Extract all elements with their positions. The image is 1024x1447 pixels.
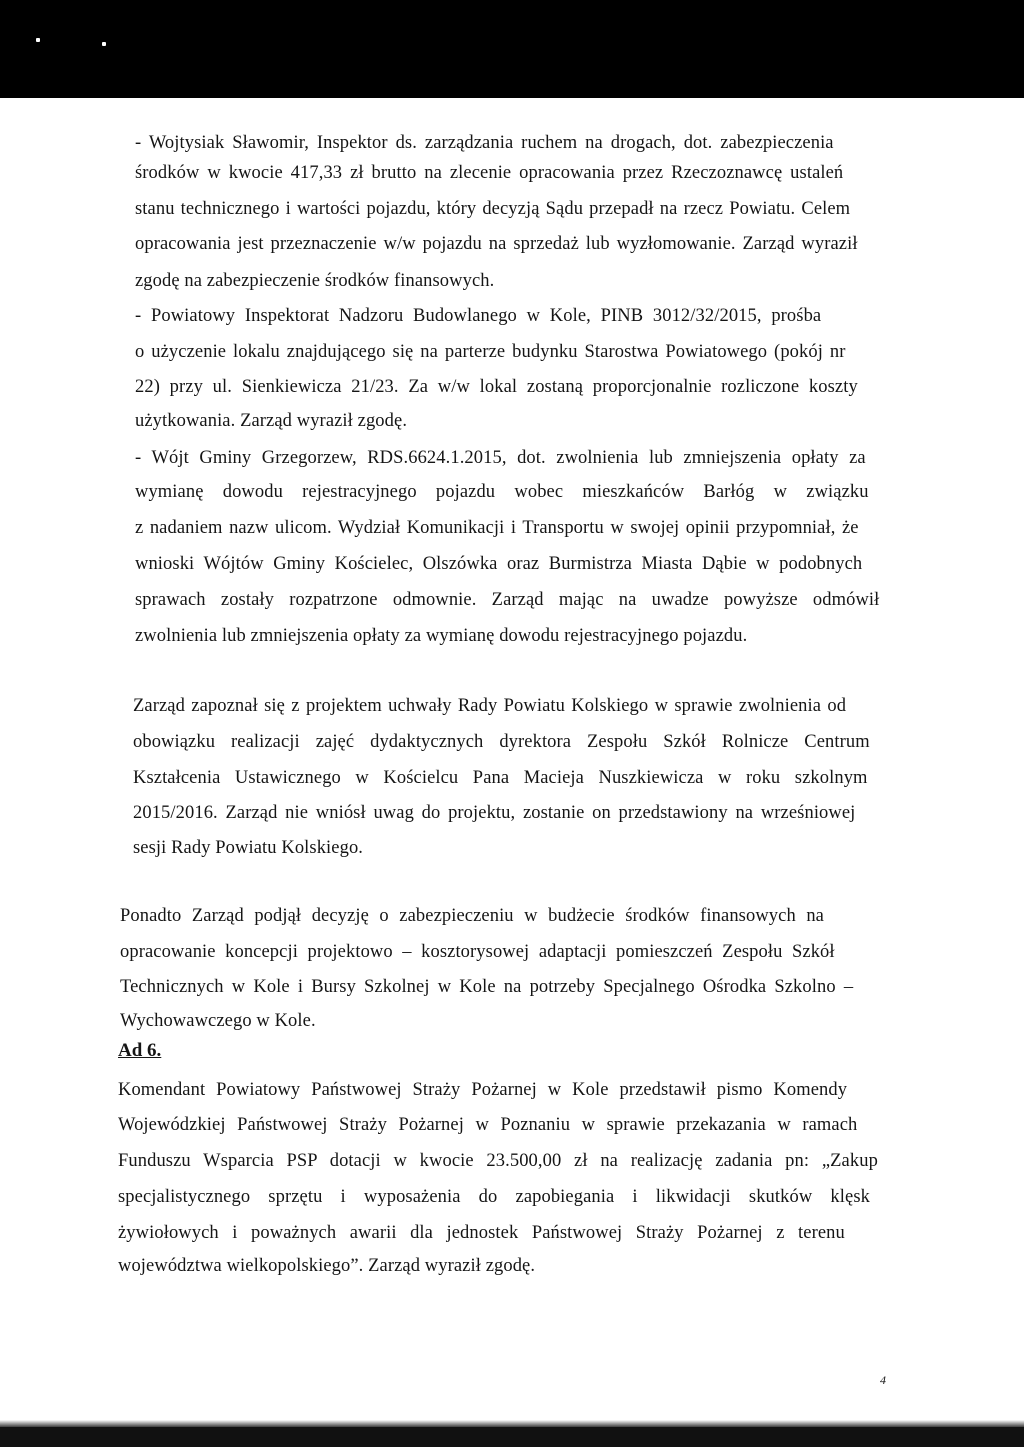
- page-number: 4: [880, 1373, 886, 1387]
- text-line: wymianę dowodu rejestracyjnego pojazdu wobec mieszkańców Barłóg w związku: [135, 482, 869, 502]
- text-line: wnioski Wójtów Gminy Kościelec, Olszówka oraz Burmistrza Miasta Dąbie w podobnych: [135, 554, 863, 574]
- text-line: Zarząd zapoznał się z projektem uchwały Rady Powiatu Kolskiego w sprawie zwolnienia od: [133, 696, 847, 716]
- text-line: zwolnienia lub zmniejszenia opłaty za wymianę dowodu rejestracyjnego pojazdu.: [135, 626, 748, 646]
- text-line: Technicznych w Kole i Bursy Szkolnej w Kole na potrzeby Specjalnego Ośrodka Szkolno –: [120, 977, 854, 997]
- scan-artifact-dot: [102, 42, 106, 46]
- text-line: Funduszu Wsparcia PSP dotacji w kwocie 23.500,00 zł na realizację zadania pn: „Zakup: [118, 1151, 878, 1171]
- text-line: użytkowania. Zarząd wyraził zgodę.: [135, 411, 408, 431]
- text-line: sprawach zostały rozpatrzone odmownie. Zarząd mając na uwadze powyższe odmówił: [135, 590, 880, 610]
- text-line: o użyczenie lokalu znajdującego się na parterze budynku Starostwa Powiatowego (pokój nr: [135, 342, 846, 362]
- section-heading-ad6: Ad 6.: [118, 1040, 162, 1061]
- text-line: obowiązku realizacji zajęć dydaktycznych dyrektora Zespołu Szkół Rolnicze Centrum: [133, 732, 870, 752]
- text-line: 2015/2016. Zarząd nie wniósł uwag do projektu, zostanie on przedstawiony na wrześniowej: [133, 803, 856, 823]
- text-line: - Powiatowy Inspektorat Nadzoru Budowlanego w Kole, PINB 3012/32/2015, prośba: [135, 306, 822, 326]
- text-line: opracowanie koncepcji projektowo – kosztorysowej adaptacji pomieszczeń Zespołu Szkół: [120, 942, 835, 962]
- text-line: sesji Rady Powiatu Kolskiego.: [133, 838, 364, 858]
- text-line: żywiołowych i poważnych awarii dla jednostek Państwowej Straży Pożarnej z terenu: [118, 1223, 845, 1243]
- text-line: z nadaniem nazw ulicom. Wydział Komunikacji i Transportu w swojej opinii przypomniał, że: [135, 518, 859, 538]
- text-line: Wojewódzkiej Państwowej Straży Pożarnej w Poznaniu w sprawie przekazania w ramach: [118, 1115, 858, 1135]
- text-line: zgodę na zabezpieczenie środków finansowych.: [135, 271, 495, 291]
- scan-artifact-dot: [36, 38, 40, 42]
- text-line: stanu technicznego i wartości pojazdu, który decyzją Sądu przepadł na rzecz Powiatu. Celem: [135, 199, 851, 219]
- text-line: Ponadto Zarząd podjął decyzję o zabezpieczeniu w budżecie środków finansowych na: [120, 906, 824, 926]
- text-line: Kształcenia Ustawicznego w Kościelcu Pana Macieja Nuszkiewicza w roku szkolnym: [133, 768, 868, 788]
- text-line: środków w kwocie 417,33 zł brutto na zlecenie opracowania przez Rzeczoznawcę ustaleń: [135, 163, 844, 183]
- text-line: opracowania jest przeznaczenie w/w pojazdu na sprzedaż lub wyzłomowanie. Zarząd wyraził: [135, 234, 858, 254]
- text-line: - Wojtysiak Sławomir, Inspektor ds. zarządzania ruchem na drogach, dot. zabezpieczenia: [135, 133, 834, 153]
- text-line: województwa wielkopolskiego”. Zarząd wyraził zgodę.: [118, 1256, 536, 1276]
- text-line: 22) przy ul. Sienkiewicza 21/23. Za w/w lokal zostaną proporcjonalnie rozliczone koszty: [135, 377, 858, 397]
- text-line: - Wójt Gminy Grzegorzew, RDS.6624.1.2015, dot. zwolnienia lub zmniejszenia opłaty za: [135, 448, 866, 468]
- text-line: specjalistycznego sprzętu i wyposażenia do zapobiegania i likwidacji skutków klęsk: [118, 1187, 870, 1207]
- scan-top-border: [0, 0, 1024, 98]
- scan-bottom-border: [0, 1427, 1024, 1447]
- text-line: Wychowawczego w Kole.: [120, 1011, 316, 1031]
- text-line: Komendant Powiatowy Państwowej Straży Pożarnej w Kole przedstawił pismo Komendy: [118, 1080, 848, 1100]
